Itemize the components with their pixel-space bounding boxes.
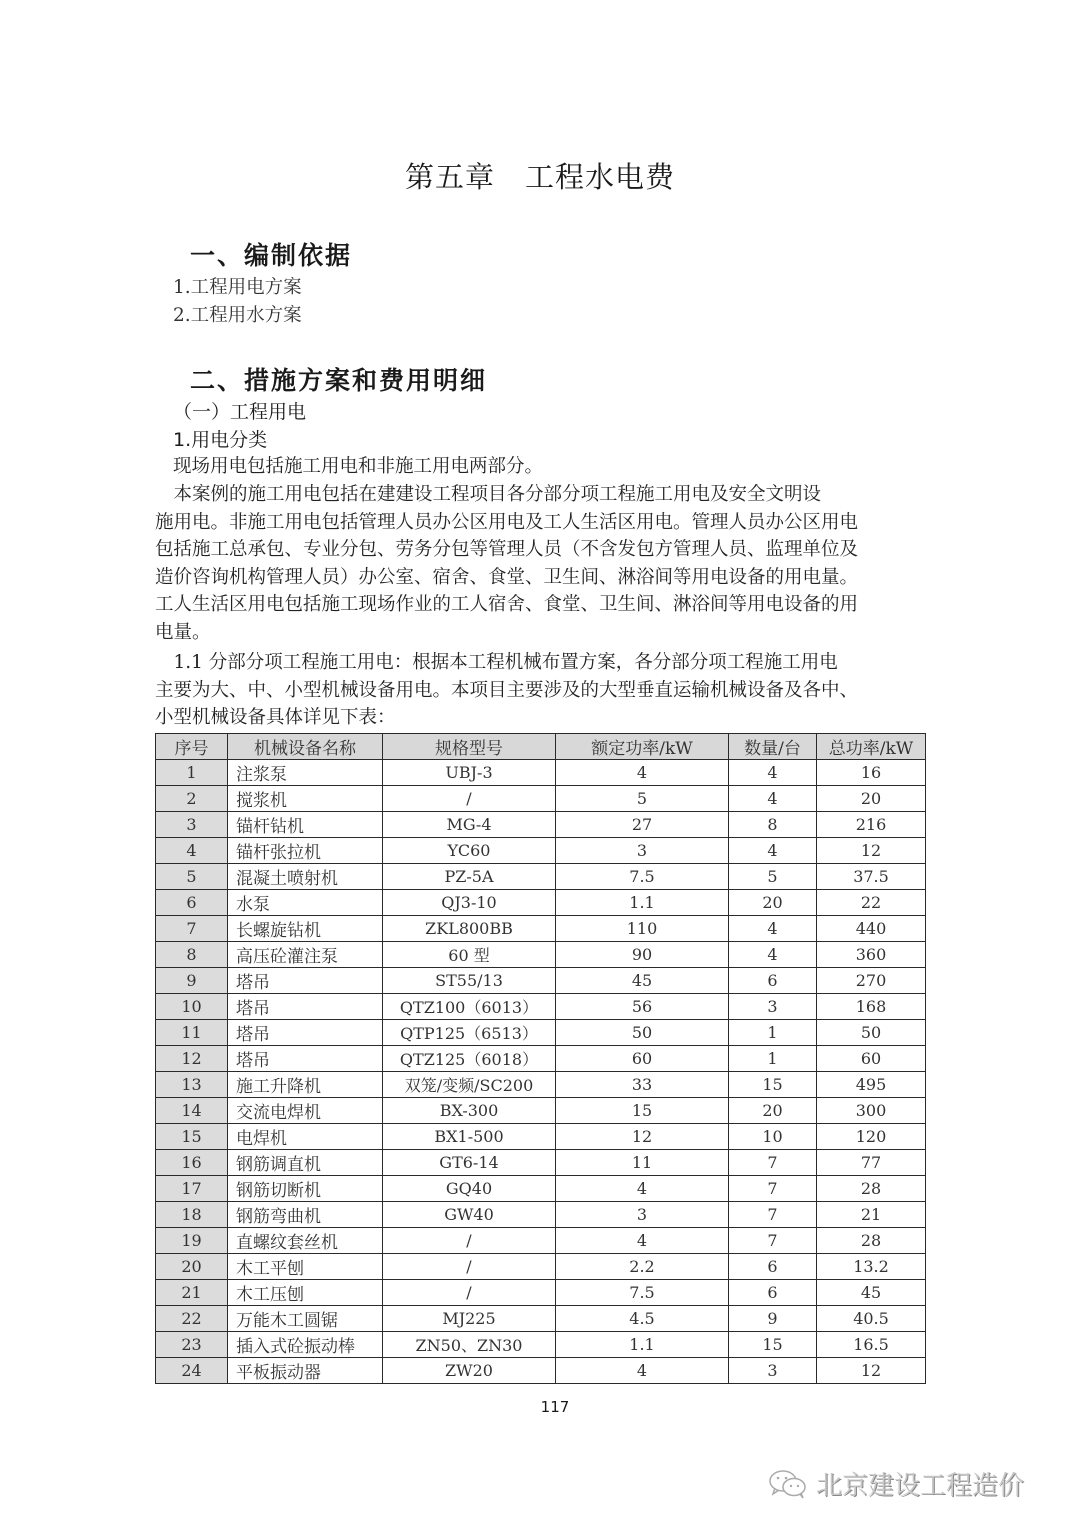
cell-total-power: 12 <box>817 1358 926 1384</box>
cell-index: 13 <box>156 1072 228 1098</box>
cell-total-power: 216 <box>817 812 926 838</box>
cell-quantity: 20 <box>729 890 817 916</box>
cell-index: 18 <box>156 1202 228 1228</box>
cell-rated-power: 3 <box>556 838 729 864</box>
cell-rated-power: 15 <box>556 1098 729 1124</box>
paragraph-machinery <box>155 649 953 732</box>
cell-quantity: 5 <box>729 864 817 890</box>
table-row <box>156 1306 926 1332</box>
table-row <box>156 1254 926 1280</box>
cell-index: 11 <box>156 1020 228 1046</box>
cell-equipment-name: 锚杆钻机 <box>228 812 383 838</box>
cell-quantity: 9 <box>729 1306 817 1332</box>
cell-equipment-name: 钢筋调直机 <box>228 1150 383 1176</box>
cell-equipment-name: 塔吊 <box>228 1020 383 1046</box>
cell-model: 60 型 <box>383 942 556 968</box>
cell-equipment-name: 钢筋切断机 <box>228 1176 383 1202</box>
cell-index: 2 <box>156 786 228 812</box>
cell-equipment-name: 水泵 <box>228 890 383 916</box>
table-row <box>156 1332 926 1358</box>
section1-heading: 一、编制依据 <box>190 241 353 270</box>
cell-equipment-name: 钢筋弯曲机 <box>228 1202 383 1228</box>
cell-total-power: 12 <box>817 838 926 864</box>
cell-quantity: 4 <box>729 838 817 864</box>
cell-rated-power: 4 <box>556 1176 729 1202</box>
cell-total-power: 21 <box>817 1202 926 1228</box>
cell-equipment-name: 木工平刨 <box>228 1254 383 1280</box>
cell-model: QTZ125（6018） <box>383 1046 556 1072</box>
cell-rated-power: 5 <box>556 786 729 812</box>
header-index: 序号 <box>156 734 228 760</box>
cell-index: 4 <box>156 838 228 864</box>
cell-quantity: 4 <box>729 760 817 786</box>
subsection-heading: （一）工程用电 <box>173 401 307 423</box>
header-rated-power: 额定功率/kW <box>556 734 729 760</box>
cell-quantity: 1 <box>729 1046 817 1072</box>
cell-model: GQ40 <box>383 1176 556 1202</box>
cell-total-power: 120 <box>817 1124 926 1150</box>
cell-rated-power: 60 <box>556 1046 729 1072</box>
cell-rated-power: 90 <box>556 942 729 968</box>
cell-rated-power: 1.1 <box>556 890 729 916</box>
cell-equipment-name: 平板振动器 <box>228 1358 383 1384</box>
cell-total-power: 360 <box>817 942 926 968</box>
cell-equipment-name: 塔吊 <box>228 968 383 994</box>
cell-equipment-name: 塔吊 <box>228 994 383 1020</box>
cell-index: 21 <box>156 1280 228 1306</box>
paragraph-line: 工人生活区用电包括施工现场作业的工人宿舍、食堂、卫生间、淋浴间等用电设备的用 <box>155 594 859 615</box>
cell-model: / <box>383 1228 556 1254</box>
paragraph-line: 本案例的施工用电包括在建建设工程项目各分部分项工程施工用电及安全文明设 <box>155 484 822 505</box>
cell-quantity: 1 <box>729 1020 817 1046</box>
cell-index: 10 <box>156 994 228 1020</box>
cell-total-power: 300 <box>817 1098 926 1124</box>
table-row <box>156 786 926 812</box>
table-row <box>156 916 926 942</box>
cell-model: ZN50、ZN30 <box>383 1332 556 1358</box>
cell-index: 7 <box>156 916 228 942</box>
table-row <box>156 1098 926 1124</box>
cell-model: ST55/13 <box>383 968 556 994</box>
cell-index: 5 <box>156 864 228 890</box>
cell-equipment-name: 万能木工圆锯 <box>228 1306 383 1332</box>
cell-index: 15 <box>156 1124 228 1150</box>
cell-total-power: 16.5 <box>817 1332 926 1358</box>
cell-equipment-name: 交流电焊机 <box>228 1098 383 1124</box>
cell-total-power: 28 <box>817 1176 926 1202</box>
cell-index: 8 <box>156 942 228 968</box>
chapter-number: 第五章 <box>404 160 495 194</box>
cell-quantity: 7 <box>729 1150 817 1176</box>
cell-rated-power: 4 <box>556 1228 729 1254</box>
cell-model: YC60 <box>383 838 556 864</box>
table-row <box>156 864 926 890</box>
watermark-text: 北京建设工程造价 <box>816 1471 1025 1501</box>
table-row <box>156 1046 926 1072</box>
cell-rated-power: 12 <box>556 1124 729 1150</box>
cell-model: / <box>383 786 556 812</box>
cell-model: ZW20 <box>383 1358 556 1384</box>
cell-rated-power: 11 <box>556 1150 729 1176</box>
cell-model: GW40 <box>383 1202 556 1228</box>
cell-equipment-name: 直螺纹套丝机 <box>228 1228 383 1254</box>
wechat-icon <box>768 1469 810 1499</box>
cell-quantity: 20 <box>729 1098 817 1124</box>
cell-index: 23 <box>156 1332 228 1358</box>
paragraph-line: 电量。 <box>155 621 211 643</box>
table-row <box>156 1228 926 1254</box>
paragraph-line: 施用电。非施工用电包括管理人员办公区用电及工人生活区用电。管理人员办公区用电 <box>155 511 859 533</box>
subsubsection-heading: 1.用电分类 <box>173 429 268 451</box>
cell-model: PZ-5A <box>383 864 556 890</box>
table-row <box>156 1020 926 1046</box>
cell-model: ZKL800BB <box>383 916 556 942</box>
table-row <box>156 968 926 994</box>
cell-rated-power: 33 <box>556 1072 729 1098</box>
basis-item-1: 1.工程用电方案 <box>173 277 302 298</box>
cell-quantity: 15 <box>729 1072 817 1098</box>
cell-total-power: 495 <box>817 1072 926 1098</box>
paragraph-line: 主要为大、中、小型机械设备用电。本项目主要涉及的大型垂直运输机械设备及各中、 <box>155 679 859 701</box>
cell-quantity: 10 <box>729 1124 817 1150</box>
cell-quantity: 15 <box>729 1332 817 1358</box>
cell-rated-power: 7.5 <box>556 1280 729 1306</box>
cell-model: QJ3-10 <box>383 890 556 916</box>
cell-total-power: 60 <box>817 1046 926 1072</box>
cell-model: MG-4 <box>383 812 556 838</box>
chapter-name: 工程水电费 <box>525 160 676 194</box>
cell-quantity: 7 <box>729 1202 817 1228</box>
cell-equipment-name: 长螺旋钻机 <box>228 916 383 942</box>
cell-equipment-name: 混凝土喷射机 <box>228 864 383 890</box>
cell-equipment-name: 施工升降机 <box>228 1072 383 1098</box>
cell-quantity: 7 <box>729 1176 817 1202</box>
cell-model: GT6-14 <box>383 1150 556 1176</box>
cell-index: 24 <box>156 1358 228 1384</box>
cell-index: 16 <box>156 1150 228 1176</box>
cell-total-power: 13.2 <box>817 1254 926 1280</box>
cell-rated-power: 7.5 <box>556 864 729 890</box>
cell-equipment-name: 电焊机 <box>228 1124 383 1150</box>
paragraph-intro: 现场用电包括施工用电和非施工用电两部分。 <box>173 456 544 477</box>
table-row <box>156 1358 926 1384</box>
cell-equipment-name: 注浆泵 <box>228 760 383 786</box>
cell-index: 1 <box>156 760 228 786</box>
cell-model: MJ225 <box>383 1306 556 1332</box>
cell-model: BX-300 <box>383 1098 556 1124</box>
paragraph-line: 小型机械设备具体详见下表： <box>155 707 396 728</box>
cell-index: 20 <box>156 1254 228 1280</box>
paragraph-construction-power <box>155 481 953 646</box>
cell-rated-power: 2.2 <box>556 1254 729 1280</box>
table-row <box>156 838 926 864</box>
paragraph-line: 包括施工总承包、专业分包、劳务分包等管理人员（不含发包方管理人员、监理单位及 <box>155 539 859 560</box>
table-row <box>156 1202 926 1228</box>
header-equipment-name: 机械设备名称 <box>228 734 383 760</box>
header-total-power: 总功率/kW <box>817 734 926 760</box>
header-quantity: 数量/台 <box>729 734 817 760</box>
cell-quantity: 6 <box>729 968 817 994</box>
cell-total-power: 16 <box>817 760 926 786</box>
cell-total-power: 168 <box>817 994 926 1020</box>
cell-index: 17 <box>156 1176 228 1202</box>
cell-model: QTZ100（6013） <box>383 994 556 1020</box>
cell-equipment-name: 搅浆机 <box>228 786 383 812</box>
cell-rated-power: 56 <box>556 994 729 1020</box>
cell-total-power: 50 <box>817 1020 926 1046</box>
header-model: 规格型号 <box>383 734 556 760</box>
cell-total-power: 77 <box>817 1150 926 1176</box>
cell-quantity: 7 <box>729 1228 817 1254</box>
table-row <box>156 994 926 1020</box>
cell-total-power: 440 <box>817 916 926 942</box>
table-row <box>156 1150 926 1176</box>
page-number: 117 <box>540 1398 570 1416</box>
cell-model: BX1-500 <box>383 1124 556 1150</box>
table-row <box>156 942 926 968</box>
cell-quantity: 6 <box>729 1254 817 1280</box>
cell-index: 22 <box>156 1306 228 1332</box>
cell-index: 19 <box>156 1228 228 1254</box>
cell-model: 双笼/变频/SC200 <box>383 1072 556 1098</box>
cell-rated-power: 3 <box>556 1202 729 1228</box>
cell-total-power: 28 <box>817 1228 926 1254</box>
cell-quantity: 4 <box>729 916 817 942</box>
cell-model: QTP125（6513） <box>383 1020 556 1046</box>
cell-total-power: 270 <box>817 968 926 994</box>
cell-rated-power: 27 <box>556 812 729 838</box>
table-row <box>156 812 926 838</box>
cell-rated-power: 50 <box>556 1020 729 1046</box>
watermark <box>768 1465 1024 1502</box>
section2-heading: 二、措施方案和费用明细 <box>190 366 488 395</box>
cell-quantity: 3 <box>729 1358 817 1384</box>
cell-rated-power: 4 <box>556 1358 729 1384</box>
cell-equipment-name: 塔吊 <box>228 1046 383 1072</box>
cell-rated-power: 45 <box>556 968 729 994</box>
table-row <box>156 760 926 786</box>
cell-total-power: 20 <box>817 786 926 812</box>
cell-equipment-name: 插入式砼振动棒 <box>228 1332 383 1358</box>
cell-rated-power: 1.1 <box>556 1332 729 1358</box>
cell-index: 12 <box>156 1046 228 1072</box>
cell-total-power: 40.5 <box>817 1306 926 1332</box>
cell-rated-power: 110 <box>556 916 729 942</box>
paragraph-line: 1.1 分部分项工程施工用电：根据本工程机械布置方案，各分部分项工程施工用电 <box>155 652 838 673</box>
cell-total-power: 22 <box>817 890 926 916</box>
cell-rated-power: 4 <box>556 760 729 786</box>
cell-quantity: 6 <box>729 1280 817 1306</box>
cell-index: 9 <box>156 968 228 994</box>
cell-total-power: 37.5 <box>817 864 926 890</box>
equipment-table <box>155 733 926 1384</box>
cell-index: 3 <box>156 812 228 838</box>
cell-model: / <box>383 1280 556 1306</box>
table-row <box>156 890 926 916</box>
cell-quantity: 4 <box>729 942 817 968</box>
cell-quantity: 8 <box>729 812 817 838</box>
cell-equipment-name: 高压砼灌注泵 <box>228 942 383 968</box>
cell-rated-power: 4.5 <box>556 1306 729 1332</box>
basis-item-2: 2.工程用水方案 <box>173 305 302 326</box>
cell-quantity: 4 <box>729 786 817 812</box>
cell-total-power: 45 <box>817 1280 926 1306</box>
cell-equipment-name: 锚杆张拉机 <box>228 838 383 864</box>
cell-index: 14 <box>156 1098 228 1124</box>
paragraph-line: 造价咨询机构管理人员）办公室、宿舍、食堂、卫生间、淋浴间等用电设备的用电量。 <box>155 566 859 588</box>
cell-model: / <box>383 1254 556 1280</box>
table-row <box>156 1124 926 1150</box>
table-header-row <box>156 734 926 760</box>
table-row <box>156 1072 926 1098</box>
table-row <box>156 1176 926 1202</box>
table-row <box>156 1280 926 1306</box>
chapter-title <box>0 155 1080 196</box>
cell-quantity: 3 <box>729 994 817 1020</box>
cell-equipment-name: 木工压刨 <box>228 1280 383 1306</box>
cell-model: UBJ-3 <box>383 760 556 786</box>
cell-index: 6 <box>156 890 228 916</box>
